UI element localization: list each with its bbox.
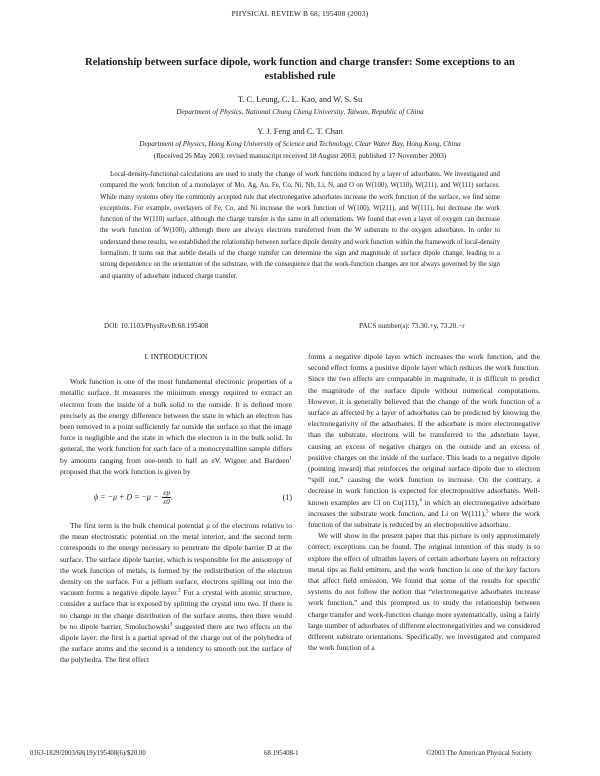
footer-page-number: 68 195408-1: [264, 750, 299, 757]
left-column: [60, 351, 292, 666]
pacs-numbers: PACS number(s): 73.30.+y, 73.20.−r: [359, 322, 465, 330]
running-header: PHYSICAL REVIEW B 68, 195408 (2003): [231, 9, 369, 18]
footer-copyright: ©2003 The American Physical Society: [426, 750, 532, 757]
affiliation-1: Department of Physics, National Chung Cheng University, Taiwan, Republic of China: [176, 108, 424, 116]
reference-marker: 1: [289, 455, 292, 462]
equation-fraction: $\frac{ep}{\varepsilon 0}$: [163, 489, 170, 507]
intro-paragraph-2: The first term is the bulk chemical potential μ of the electrons relative to the mean electrostatic potential on the metal interior, and the second term corresponds to the energy necessary to penetrate the dipole barrier D at the surface. The surface dipole barrier, which is responsible for the anisotropy of the work function of metals, is formed by the redistribution of the electron density on the surface. For a jellium surface, electrons spilling out into the vacuum forms a negative dipole layer.$^2$ For a crystal with atomic structure, consider a surface that is exposed by splitting the crystal into two. If there is no change in the charge distribution of the surface atoms, then there would be no dipole barrier. Smoluchowski$^3$ suggested there are two effects on the dipole layer: the first is a partial spread of the charge out of the polyhedra of the surface atoms and the second is a tendency to smooth out the surface of the polyhedra. The first effect: [60, 521, 292, 665]
reference-marker: 4: [419, 497, 422, 504]
author-list-2: Y. J. Feng and C. T. Chan: [257, 127, 343, 136]
abstract: Local-density-functional calculations are used to study the change of work functions induced by a layer of adsorbates. We investigated and compared the work function of a monolayer of Mo, Ag, Au, Fe, Co, Ni, Nb, Li, N, and O on W(100), W(110), W(211), and W(111) surfaces. While many systems obey the commonly accepted rule that electronegative adsorbates increase the work function of the surface, we find some exceptions. For example, overlayers of Fe, Co, and Ni increase the work function of W(100), W(211), and W(111), but decrease the work function of the W(110) surface, although the charge transfer is the same in all orientations. We found that even a layer of oxygen can decrease the work function of W(100), although there are always electrons transferred from the W substrate to the oxygen adsorbates. In order to understand these results, we established the relationship between surface dipole density and work function within the framework of local-density formalism. It turns out that subtle details of the charge transfer can determine the sign and magnitude of surface dipole change, leading to a strong dependence on the orientation of the substrate, with the consequence that the work-function changes are not always governed by the sign and quantity of adsorbate induced charge transfer.: [100, 171, 500, 280]
right-column: [308, 351, 540, 653]
reference-marker: 5: [485, 508, 489, 515]
reference-marker: 3: [169, 621, 173, 628]
intro-paragraph-2-continued: forms a negative dipole layer which increases the work function, and the second effect forms a positive dipole layer which reduces the work function. Since the two effects are comparable in magnitude, it is difficult to predict the magnitude of the surface dipole without numerical computations. However, it is generally believed that the change of the work function of a surface as affected by a layer of adsorbates can be predicted by knowing the electronegativity of the adsorbates. If the adsorbate is more electronegative than the substrate, electrons will be transferred to the adsorbate layer, causing an excess of negative charges on the outside and an excess of positive charges on the inside of the surface. This leads to a negative dipole (pointing inward) that reinforces the original surface dipole due to electron “spill out,” causing the work function to increase. On the contrary, a decrease in work function is expected for electropositive adsorbates. Well-known examples are Cl on Cu(111),$^4$ in which an electronegative adsorbate increases the substrate work function, and Li on W(111),$^5$ where the work function of the substrate is reduced by an electropositive adsorbate.: [308, 352, 541, 530]
footer-issn: 0163-1829/2003/68(19)/195408(6)/$20.00: [30, 750, 146, 757]
doi: DOI: 10.1103/PhysRevB.68.195408: [104, 322, 209, 330]
intro-paragraph-1: Work function is one of the most fundamental electronic properties of a metallic surface. It measures the minimum energy required to extract an electron from the inside of a bulk solid to the outside. It is defined more precisely as the energy difference between the state in which an electron has been removed to a point sufficiently far outside the surface so that the image force is negligible and the state in which the electron is in the bulk solid. In general, the work function for each face of a monocrystalline sample differs by amounts ranging from one-tenth to half an eV. Wigner and Bardeen$^1$ proposed that the work function is given by: [60, 377, 292, 476]
section-heading: I. INTRODUCTION: [144, 352, 208, 361]
author-list-1: T. C. Leung, C. L. Kao, and W. S. Su: [237, 95, 363, 104]
received-dates: (Received 26 May 2003; revised manuscript received 18 August 2003; published 17 November 2003): [153, 152, 447, 160]
equation-1: ϕ = −μ + D = −μ − $\frac{ep}{\varepsilon 0}$ . (1): [94, 489, 292, 507]
reference-marker: 2: [178, 587, 181, 594]
intro-paragraph-3: We will show in the present paper that this picture is only approximately correct; exceptions can be found. The original intention of this study is to explore the effect of ultrathin layers of certain adsorbate layers on refractory metal tips as field emitters, and the work function is one of the key factors that affect field emission. We found that some of the results for specific systems do not follow the notion that “electronegative adsorbates increase work function,” and this prompted us to study the relationship between charge transfer and work-function change more systematically, using a fairly large number of adsorbates of different electronegativities and we considered different substrate orientations. Specifically, we investigated and compared the work function of a: [308, 531, 540, 653]
paper-title: Relationship between surface dipole, work function and charge transfer: Some exceptions to an established rule: [85, 57, 515, 82]
equation-label: (1): [282, 492, 292, 502]
affiliation-2: Department of Physics, Hong Kong University of Science and Technology, Clear Water Bay, Hong Kong, China: [139, 140, 461, 148]
